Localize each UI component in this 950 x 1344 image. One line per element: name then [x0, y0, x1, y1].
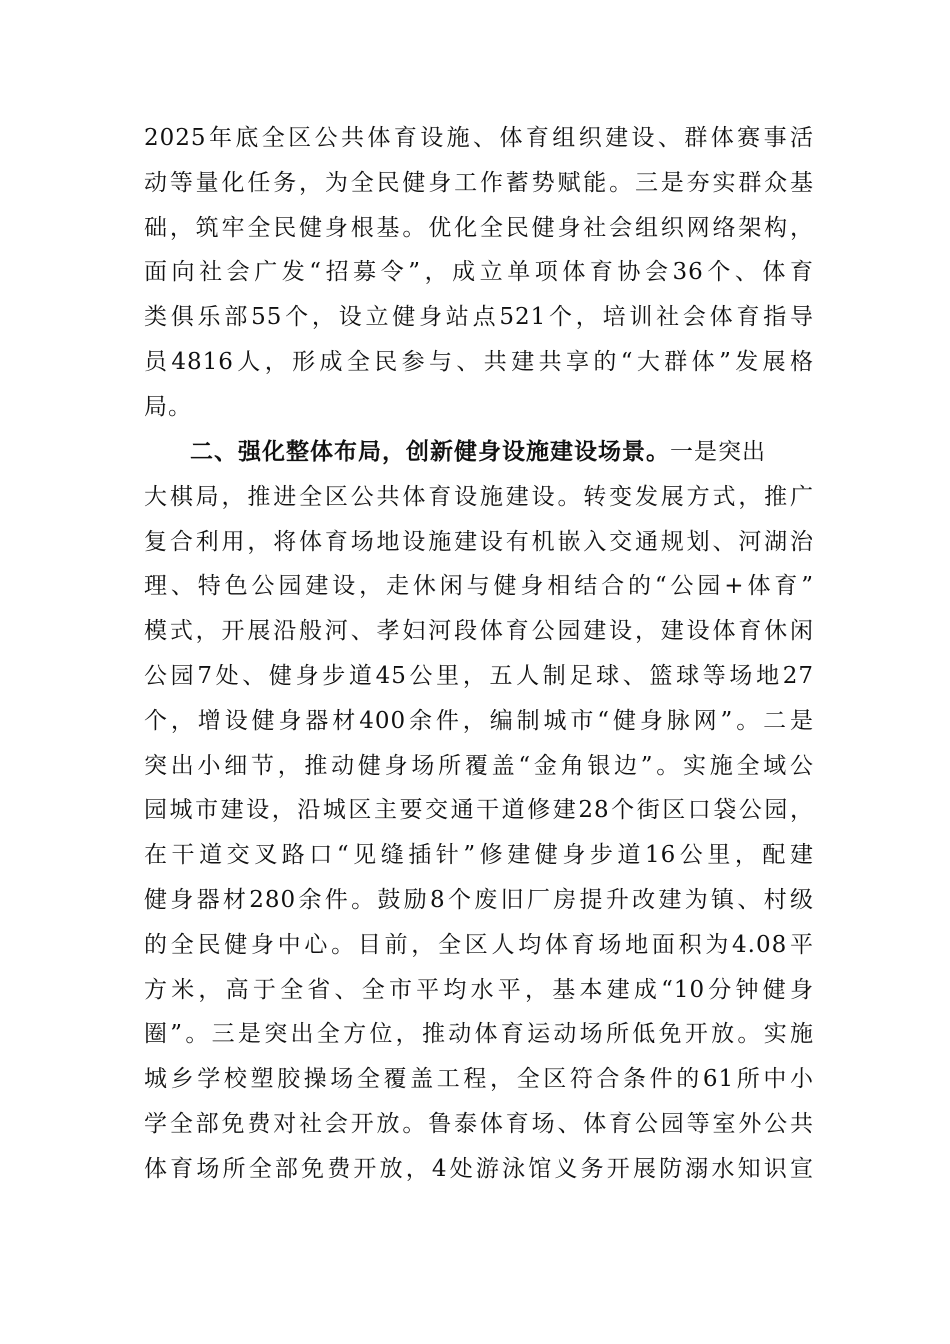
paragraph-line: 面向社会广发“招募令”，成立单项体育协会36个、体育 [144, 259, 814, 286]
paragraph-line: 员4816人，形成全民参与、共建共享的“大群体”发展格 [144, 348, 814, 375]
paragraph-line: 动等量化任务，为全民健身工作蓄势赋能。三是夯实群众基 [144, 169, 814, 196]
paragraph-line: 模式，开展沿般河、孝妇河段体育公园建设，建设体育休闲 [144, 618, 814, 645]
paragraph-line: 大棋局，推进全区公共体育设施建设。转变发展方式，推广 [144, 483, 814, 510]
paragraph-line: 健身器材280余件。鼓励8个废旧厂房提升改建为镇、村级 [144, 886, 814, 913]
paragraph-line: 学全部免费对社会开放。鲁泰体育场、体育公园等室外公共 [144, 1110, 814, 1137]
paragraph-line: 2025年底全区公共体育设施、体育组织建设、群体赛事活 [144, 125, 814, 151]
paragraph-line: 的全民健身中心。目前，全区人均体育场地面积为4.08平 [144, 931, 814, 958]
paragraph-line: 个，增设健身器材400余件，编制城市“健身脉网”。二是 [144, 707, 814, 734]
paragraph-line: 园城市建设，沿城区主要交通干道修建28个街区口袋公园， [144, 797, 814, 824]
paragraph-line: 方米，高于全省、全市平均水平，基本建成“10分钟健身 [144, 976, 814, 1003]
paragraph-line: 城乡学校塑胶操场全覆盖工程，全区符合条件的61所中小 [144, 1066, 814, 1093]
paragraph-line: 圈”。三是突出全方位，推动体育运动场所低免开放。实施 [144, 1021, 814, 1048]
paragraph-first-line [144, 430, 814, 475]
section-heading: 二、强化整体布局，创新健身设施建设场景。 [190, 439, 670, 465]
paragraph-line: 础，筑牢全民健身根基。优化全民健身社会组织网络架构， [144, 214, 814, 241]
paragraph-line: 公园7处、健身步道45公里，五人制足球、篮球等场地27 [144, 662, 814, 689]
section-text: 一是突出 [670, 439, 766, 465]
paragraph-continued [144, 116, 814, 430]
paragraph-section-two [144, 430, 814, 1192]
paragraph-line: 理、特色公园建设，走休闲与健身相结合的“公园+体育” [144, 573, 814, 600]
paragraph-line: 类俱乐部55个，设立健身站点521个，培训社会体育指导 [144, 304, 814, 331]
paragraph-line: 体育场所全部免费开放，4处游泳馆义务开展防溺水知识宣 [144, 1155, 814, 1182]
paragraph-line: 在干道交叉路口“见缝插针”修建健身步道16公里，配建 [144, 842, 814, 869]
paragraph-line: 突出小细节，推动健身场所覆盖“金角银边”。实施全域公 [144, 752, 814, 779]
paragraph-line: 局。 [144, 393, 192, 420]
paragraph-line: 复合利用，将体育场地设施建设有机嵌入交通规划、河湖治 [144, 528, 814, 555]
